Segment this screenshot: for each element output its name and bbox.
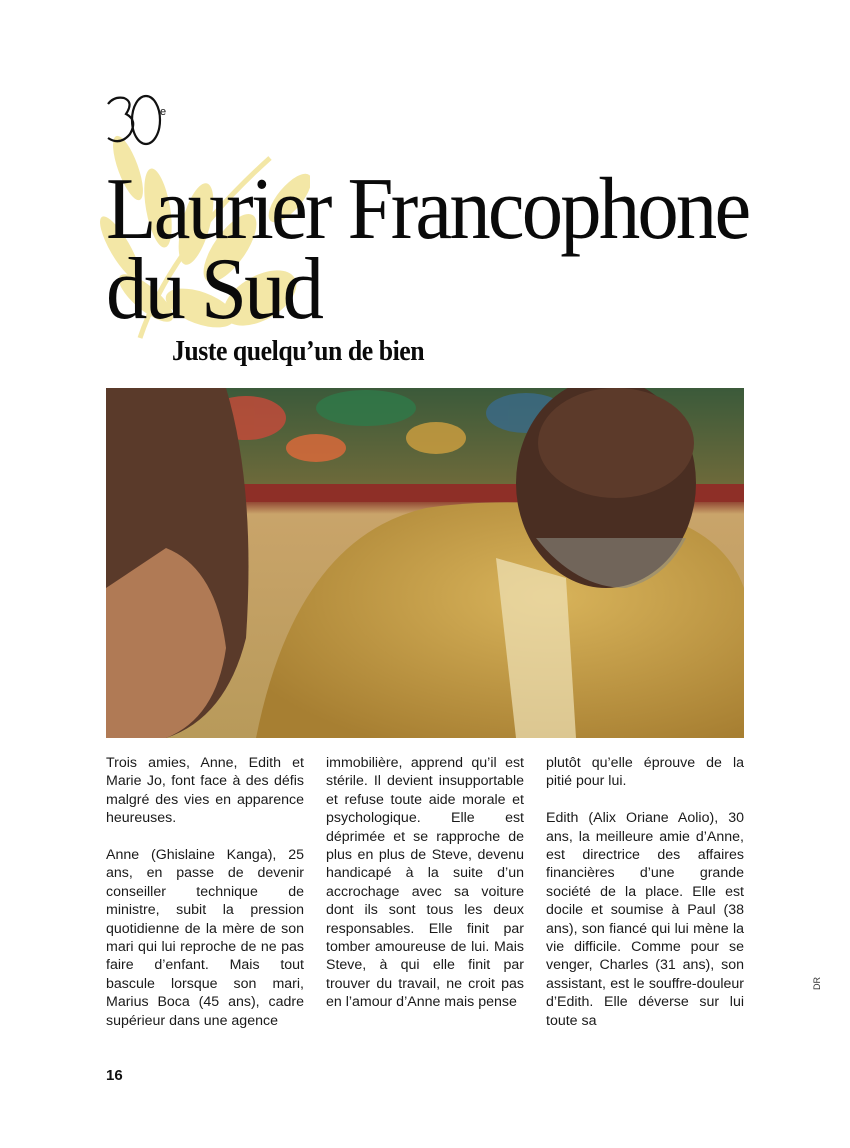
article-paragraph: Anne (Ghislaine Kanga), 25 ans, en passe de devenir conseiller technique de ministre, subit la pression quotidienne de la mère de son mari qui lui reproche de ne pas faire d’enfant. Mais tout bascule lorsque son mari, Marius Boca (45 ans), cadre supérieur dans une agence (106, 847, 304, 1029)
edition-suffix: e (160, 106, 167, 118)
article-column-1 (106, 754, 304, 1048)
photo-credit: DR (812, 977, 822, 990)
article-paragraph: Edith (Alix Oriane Aolio), 30 ans, la meilleure amie d’Anne, est directrice des affaires financières d’une grande société de la place. Elle est docile et soumise à Paul (38 ans), son fiancé qui lui mène la vie difficile. Comme pour se venger, Charles (31 ans), son assistant, est le souffre-douleur d’Edith. Elle déverse sur lui toute sa (546, 810, 744, 1029)
article-paragraph: plutôt qu’elle éprouve de la pitié pour lui. (546, 755, 744, 790)
page-number: 16 (106, 1067, 123, 1084)
article-column-2 (326, 754, 524, 1030)
article-column-3 (546, 754, 744, 1048)
edition-logo (104, 90, 174, 160)
title-line-2: du Sud (106, 241, 322, 338)
title-line-1: Laurier Francophone (106, 161, 749, 258)
film-still-photo (106, 388, 744, 738)
page-subtitle: Juste quelqu’un de bien (172, 336, 425, 367)
article-paragraph: immobilière, apprend qu’il est stérile. Il devient insupportable et refuse toute aide morale et psychologique. Elle est déprimée et se rapproche de plus en plus de Steve, devenu handicapé à la suite d’un accrochage avec sa voiture dont ils sont tous les deux responsables. Elle finit par tomber amoureuse de lui. Mais Steve, à qui elle finit par trouver du travail, ne croit pas en l’amour d’Anne mais pense (326, 755, 524, 1011)
page-title (106, 161, 749, 338)
article-paragraph: Trois amies, Anne, Edith et Marie Jo, font face à des défis malgré des vies en apparence heureuses. (106, 755, 304, 827)
